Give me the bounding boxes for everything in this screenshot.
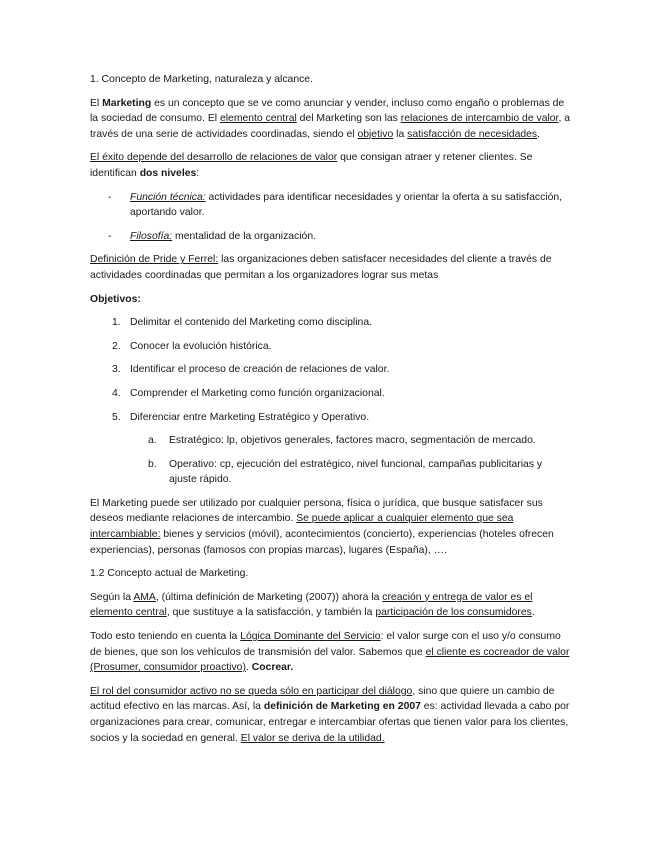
text-run: actividades para identificar necesidades y orientar la oferta a su satisfacción, aportando valor. <box>130 191 563 219</box>
text-run: . <box>531 607 535 619</box>
text-run: es un concepto que se ve como anunciar y vender, incluso como engaño o problemas de la sociedad de consumo. El <box>90 97 565 125</box>
text-run: , sino que quiere un cambio de actitud efectivo en las marcas. Así, la <box>90 685 555 713</box>
dash-marker: - <box>108 230 112 242</box>
underlined-text: Filosofía: <box>130 230 173 242</box>
text-run: . <box>245 662 252 674</box>
list-item-subobjective <box>90 433 570 449</box>
list-item-level <box>90 190 570 221</box>
underlined-text: El rol del consumidor activo no se queda sólo en participar del diálogo <box>90 685 413 697</box>
text-run: las organizaciones deben satisfacer necesidades del cliente a través de actividades coordinadas que permitan a los organizadores lograr sus metas <box>90 254 552 281</box>
list-item-subobjective <box>90 457 570 488</box>
underlined-text: Se puede aplicar a cualquier elemento que sea intercambiable: <box>90 513 514 541</box>
list-item-objective <box>90 386 570 402</box>
bold-text: Cocrear. <box>251 662 294 674</box>
paragraph-consumer-role <box>90 684 570 746</box>
text-run: , a través de una serie de actividades coordinadas, siendo el <box>90 113 571 140</box>
underlined-text: El éxito depende del desarrollo de relaciones de valor <box>90 152 338 164</box>
underlined-text: participación de los consumidores <box>375 607 532 619</box>
underlined-text: Lógica Dominante del Servicio <box>240 631 381 643</box>
list-number: 5. <box>112 411 121 423</box>
section-heading-2: 1.2 Concepto actual de Marketing. <box>90 568 249 580</box>
list-item-level <box>90 229 570 245</box>
text-run: bienes y servicios (móvil), acontecimientos (concierto), experiencias (hoteles ofrecen experiencias), personas (famosos con propias marcas), lugares (España), …. <box>90 529 554 556</box>
text-run: El <box>90 97 103 109</box>
text-run: Diferenciar entre Marketing Estratégico y Operativo. <box>130 411 370 423</box>
text-run: , que sustituye a la satisfacción, y también la <box>166 607 376 619</box>
paragraph-service-logic <box>90 629 570 676</box>
paragraph-success <box>90 150 570 181</box>
underlined-text: El valor se deriva de la utilidad. <box>240 732 385 744</box>
underlined-text: satisfacción de necesidades <box>407 128 538 140</box>
dash-marker: - <box>108 191 112 203</box>
list-number: 3. <box>112 364 121 376</box>
text-run: Comprender el Marketing como función organizacional. <box>130 387 385 399</box>
text-run: mentalidad de la organización. <box>172 230 316 242</box>
text-run: Delimitar el contenido del Marketing como disciplina. <box>130 317 372 329</box>
list-number: 2. <box>112 340 121 352</box>
bold-text: dos niveles <box>139 167 197 179</box>
list-number: 1. <box>112 317 121 329</box>
underlined-text: el cliente es cocreador de valor (Prosumer, consumidor proactivo) <box>90 646 570 674</box>
bold-text: Marketing <box>102 97 152 109</box>
paragraph-pride-ferrel <box>90 252 570 283</box>
underlined-text: AMA <box>133 591 156 603</box>
objectives-heading: Objetivos: <box>90 293 141 305</box>
underlined-text: objetivo <box>357 128 394 140</box>
text-run: es: actividad llevada a cabo por organizaciones para crear, comunicar, entregar e intercambiar ofertas que tienen valor para los clientes, socios y la sociedad en general. <box>90 701 570 744</box>
underlined-text: elemento central <box>219 113 297 125</box>
bold-text: definición de Marketing en 2007 <box>263 701 421 713</box>
list-number: 4. <box>112 387 121 399</box>
text-run: Estratégico: lp, objetivos generales, factores macro, segmentación de mercado. <box>169 435 536 447</box>
paragraph-usage <box>90 496 570 558</box>
list-item-objective <box>90 339 570 355</box>
underlined-text: relaciones de intercambio de valor <box>400 113 559 125</box>
text-run: , (última definición de Marketing (2007)) ahora la <box>155 591 383 603</box>
underlined-text: creación y entrega de valor es el elemento central <box>90 591 533 619</box>
text-run: Todo esto teniendo en cuenta la <box>90 631 241 643</box>
text-run: que consigan atraer y retener clientes. Se identifican <box>90 152 533 179</box>
list-item-objective <box>90 410 570 426</box>
text-run: Operativo: cp, ejecución del estratégico, nivel funcional, campañas publicitarias y ajuste rápido. <box>169 458 543 486</box>
text-run: Conocer la evolución histórica. <box>130 340 272 352</box>
text-run: : el valor surge con el uso y/o consumo de bienes, que son los vehículos de transmisión del valor. Sabemos que <box>90 631 561 658</box>
list-letter: a. <box>148 435 157 447</box>
list-item-objective <box>90 362 570 378</box>
text-run: . <box>537 128 540 140</box>
text-run: del Marketing son las <box>296 113 401 125</box>
text-run: Identificar el proceso de creación de relaciones de valor. <box>130 364 390 376</box>
paragraph-ama <box>90 590 570 621</box>
text-run: : <box>196 167 200 179</box>
text-run: El Marketing puede ser utilizado por cualquier persona, física o jurídica, que busque satisfacer sus deseos mediante relaciones de intercambio. <box>90 497 543 525</box>
paragraph-definition <box>90 96 570 143</box>
underlined-text: Función técnica: <box>130 191 206 203</box>
list-item-objective <box>90 315 570 331</box>
underlined-text: Definición de Pride y Ferrel: <box>90 254 219 266</box>
text-run: la <box>393 128 408 140</box>
list-letter: b. <box>148 458 157 470</box>
document-body <box>90 72 570 754</box>
section-heading-1: 1. Concepto de Marketing, naturaleza y alcance. <box>90 74 313 85</box>
text-run: Según la <box>90 591 134 603</box>
